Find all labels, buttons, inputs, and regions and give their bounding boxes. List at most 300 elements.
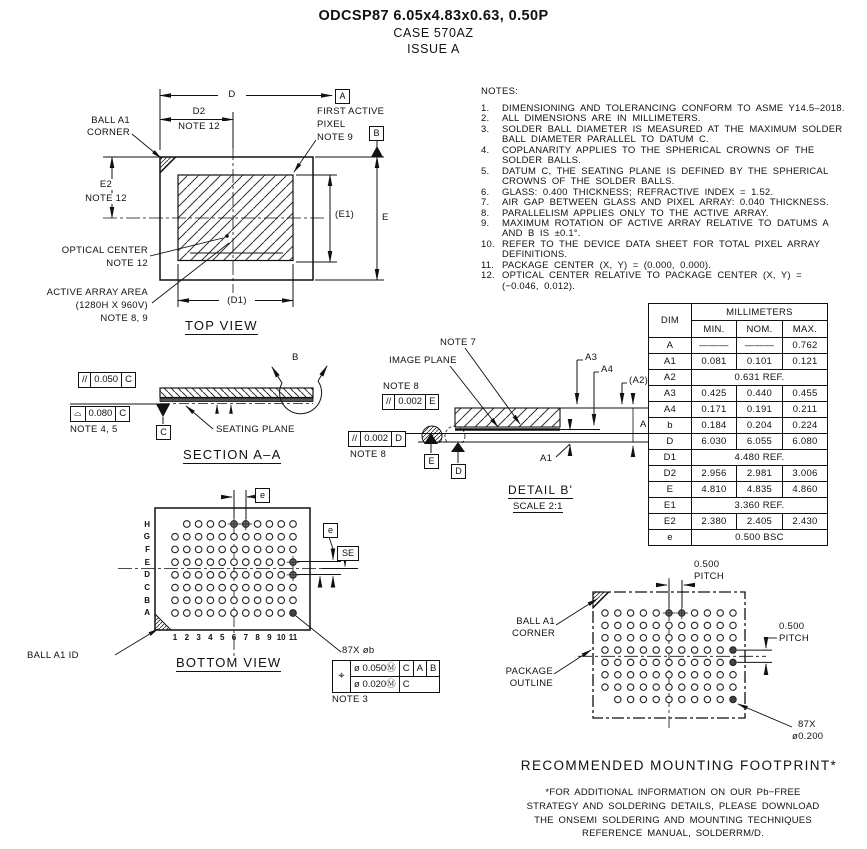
pitch-right-word: PITCH xyxy=(779,633,809,644)
solder-ball xyxy=(640,635,646,641)
col-header-min: MIN. xyxy=(692,321,737,338)
solder-ball xyxy=(278,597,285,604)
solder-ball xyxy=(704,647,710,653)
solder-ball xyxy=(254,521,261,528)
table-row: A ——— ——— 0.762 xyxy=(649,338,828,354)
grid-label: 7 xyxy=(243,633,249,642)
solder-ball xyxy=(254,610,261,617)
solder-ball xyxy=(602,684,608,690)
solder-ball xyxy=(231,546,238,553)
solder-ball xyxy=(266,533,273,540)
grid-label: 6 xyxy=(231,633,237,642)
dim-a: A xyxy=(640,419,647,430)
note7-label: NOTE 7 xyxy=(440,337,477,348)
position-fcf xyxy=(332,660,440,693)
note-line: 2. ALL DIMENSIONS ARE IN MILLIMETERS. xyxy=(481,113,701,125)
dim-e: E xyxy=(382,212,389,223)
solder-ball xyxy=(207,584,214,591)
solder-ball xyxy=(219,533,226,540)
issue: ISSUE A xyxy=(407,42,460,56)
dim-a3: A3 xyxy=(585,352,598,363)
solder-ball xyxy=(219,521,226,528)
grid-label: E xyxy=(144,557,150,567)
solder-ball xyxy=(231,610,238,617)
footnote-line: REFERENCE MANUAL, SOLDERRM/D. xyxy=(582,828,764,840)
col-header-max: MAX. xyxy=(783,321,828,338)
table-row: A4 0.171 0.191 0.211 xyxy=(649,402,828,418)
pitch-right-value: 0.500 xyxy=(779,621,805,632)
datum-d-flag: D xyxy=(451,464,466,479)
solder-ball xyxy=(602,635,608,641)
datum-b-flag: B xyxy=(369,126,384,141)
solder-ball xyxy=(219,572,226,579)
grid-label: 10 xyxy=(276,633,286,642)
solder-ball xyxy=(640,610,646,616)
solder-ball xyxy=(278,546,285,553)
solder-ball xyxy=(184,572,191,579)
table-row: E 4.810 4.835 4.860 xyxy=(649,482,828,498)
parallelism-symbol: // xyxy=(82,374,88,385)
solder-ball xyxy=(243,559,250,566)
detail-b-title: DETAIL B' xyxy=(508,483,574,497)
title-block xyxy=(0,8,867,56)
solder-ball xyxy=(195,521,202,528)
solder-ball xyxy=(231,559,238,566)
solder-ball xyxy=(615,622,621,628)
solder-ball xyxy=(172,533,179,540)
solder-ball xyxy=(627,635,633,641)
solder-ball xyxy=(207,521,214,528)
solder-ball xyxy=(615,647,621,653)
solder-ball xyxy=(615,610,621,616)
rotation-b-label: B xyxy=(292,352,299,363)
solder-ball xyxy=(290,546,297,553)
solder-ball xyxy=(640,696,646,702)
solder-ball xyxy=(704,659,710,665)
solder-ball xyxy=(627,659,633,665)
solder-ball xyxy=(627,647,633,653)
solder-ball xyxy=(730,610,736,616)
solder-ball xyxy=(278,572,285,579)
grid-label: 8 xyxy=(255,633,260,642)
solder-ball xyxy=(184,546,191,553)
col-header-dim: DIM xyxy=(649,304,692,338)
solder-ball xyxy=(666,659,672,665)
grid-label: 4 xyxy=(208,633,213,642)
active-array-label2: (1280H X 960V) xyxy=(75,300,148,311)
solder-ball xyxy=(254,533,261,540)
solder-ball xyxy=(640,622,646,628)
solder-ball xyxy=(640,659,646,665)
grid-label: D xyxy=(144,570,150,580)
dim-d2: D2 xyxy=(184,106,214,117)
datum-c-flag: C xyxy=(156,425,171,440)
top-view-title: TOP VIEW xyxy=(185,318,258,333)
solder-ball xyxy=(679,672,685,678)
position-symbol: ⌖ xyxy=(338,670,345,682)
pitch-top-word: PITCH xyxy=(694,571,724,582)
solder-ball xyxy=(266,597,273,604)
solder-ball xyxy=(640,672,646,678)
solder-ball xyxy=(653,684,659,690)
solder-ball xyxy=(602,672,608,678)
col-header-unit: MILLIMETERS xyxy=(692,304,828,321)
solder-ball xyxy=(615,696,621,702)
solder-ball xyxy=(615,672,621,678)
ball-a1-corner-label: BALL A1 xyxy=(91,115,130,126)
dim-d: D xyxy=(218,89,246,100)
solder-ball xyxy=(207,559,214,566)
solder-ball xyxy=(231,572,238,579)
ball-a1-corner-label2: CORNER xyxy=(87,127,130,138)
solder-ball xyxy=(615,635,621,641)
solder-ball xyxy=(195,559,202,566)
fp-qty-label: 87X xyxy=(798,719,816,730)
solder-ball xyxy=(704,610,710,616)
solder-ball xyxy=(254,559,261,566)
package-outline-label: PACKAGE xyxy=(505,666,553,677)
footprint-title: RECOMMENDED MOUNTING FOOTPRINT* xyxy=(520,758,838,773)
bottom-view-title: BOTTOM VIEW xyxy=(176,655,282,670)
note-line: 3. SOLDER BALL DIAMETER IS MEASURED AT THE MAXIMUM SOLDER xyxy=(481,123,843,135)
solder-ball xyxy=(691,610,697,616)
solder-ball xyxy=(730,647,736,653)
solder-ball xyxy=(679,622,685,628)
solder-ball xyxy=(679,659,685,665)
solder-ball xyxy=(195,546,202,553)
solder-ball xyxy=(717,684,723,690)
solder-ball xyxy=(207,597,214,604)
solder-ball xyxy=(640,647,646,653)
position-fcf-row2: ø 0.020Ⓜ C xyxy=(351,676,439,692)
coplanarity-symbol: ⌓ xyxy=(74,408,82,419)
note-line: 10. REFER TO THE DEVICE DATA SHEET FOR TOTAL PIXEL ARRAY xyxy=(481,238,821,250)
solder-ball xyxy=(615,659,621,665)
grid-label: 2 xyxy=(184,633,190,642)
solder-ball xyxy=(653,610,659,616)
grid-label: 5 xyxy=(219,633,225,642)
fp-dia-label: ø0.200 xyxy=(792,731,824,742)
grid-label: 1 xyxy=(172,633,178,642)
solder-ball xyxy=(278,533,285,540)
datum-e-flag: E xyxy=(424,454,439,469)
solder-ball xyxy=(653,696,659,702)
solder-ball xyxy=(717,696,723,702)
solder-ball xyxy=(666,684,672,690)
solder-ball xyxy=(666,622,672,628)
solder-ball xyxy=(254,597,261,604)
solder-ball xyxy=(219,584,226,591)
grid-label: 3 xyxy=(196,633,201,642)
grid-label: B xyxy=(144,595,150,605)
solder-ball xyxy=(219,610,226,617)
solder-ball xyxy=(653,635,659,641)
ball-note-label: NOTE 3 xyxy=(332,694,369,705)
solder-ball xyxy=(666,696,672,702)
footnote-line: STRATEGY AND SOLDERING DETAILS, PLEASE DOWNLOAD xyxy=(526,800,820,812)
solder-ball xyxy=(666,635,672,641)
solder-ball xyxy=(184,584,191,591)
coplanarity-fcf: ⌓ 0.080 C xyxy=(70,406,130,422)
solder-ball xyxy=(184,559,191,566)
solder-ball xyxy=(602,610,608,616)
solder-ball xyxy=(627,696,633,702)
part-number: ODCSP87 6.05x4.83x0.63, 0.50P xyxy=(318,8,549,24)
table-row: E1 3.360 REF. xyxy=(649,498,828,514)
solder-ball xyxy=(653,672,659,678)
solder-ball xyxy=(666,672,672,678)
solder-ball xyxy=(691,672,697,678)
ball-a1-id-label: BALL A1 ID xyxy=(27,650,79,661)
note-line: (−0.046, 0.012). xyxy=(502,280,576,292)
solder-ball xyxy=(243,597,250,604)
note-line: 6. GLASS: 0.400 THICKNESS; REFRACTIVE INDEX = 1.52. xyxy=(481,186,774,198)
optical-center-label2: NOTE 12 xyxy=(106,258,148,269)
grid-label: A xyxy=(144,608,150,618)
solder-ball xyxy=(172,559,179,566)
grid-label: 9 xyxy=(267,633,272,642)
first-active-pixel-label2: PIXEL xyxy=(317,119,346,130)
solder-ball xyxy=(717,622,723,628)
solder-ball xyxy=(730,696,736,702)
solder-ball xyxy=(653,647,659,653)
solder-ball xyxy=(278,584,285,591)
footnote-line: THE ONSEMI SOLDERING AND MOUNTING TECHNIQUES xyxy=(534,814,812,826)
solder-ball xyxy=(717,635,723,641)
solder-ball xyxy=(195,533,202,540)
note-line: 9. MAXIMUM ROTATION OF ACTIVE ARRAY RELATIVE TO DATUMS A xyxy=(481,217,829,229)
bottom-view-ball-grid xyxy=(172,518,300,617)
solder-ball xyxy=(290,533,297,540)
solder-ball xyxy=(266,546,273,553)
note-line: 11. PACKAGE CENTER (X, Y) = (0.000, 0.000). xyxy=(481,259,712,271)
note-line: 1. DIMENSIONING AND TOLERANCING CONFORM TO ASME Y14.5–2018. xyxy=(481,103,845,114)
table-row: e 0.500 BSC xyxy=(649,530,828,546)
solder-ball xyxy=(730,635,736,641)
active-array-label3: NOTE 8, 9 xyxy=(100,313,148,324)
note-line: 12. OPTICAL CENTER RELATIVE TO PACKAGE CENTER (X, Y) = xyxy=(481,270,802,282)
parallelism-d-fcf: // 0.002 D xyxy=(348,431,406,447)
solder-ball xyxy=(172,572,179,579)
grid-label: H xyxy=(144,519,150,529)
grid-label: F xyxy=(145,544,150,554)
datum-a-flag: A xyxy=(335,89,350,104)
dim-e1: (E1) xyxy=(335,209,355,220)
solder-ball xyxy=(679,647,685,653)
solder-ball xyxy=(290,521,297,528)
parallelism-symbol: // xyxy=(352,433,358,444)
pitch-e-box-right: e xyxy=(323,523,338,538)
solder-ball xyxy=(679,684,685,690)
solder-ball xyxy=(730,659,736,665)
case-number: CASE 570AZ xyxy=(393,26,474,40)
solder-ball xyxy=(627,610,633,616)
solder-ball xyxy=(231,584,238,591)
solder-ball xyxy=(243,572,250,579)
fp-ball-a1-label: BALL A1 xyxy=(516,616,555,627)
image-plane-label: IMAGE PLANE xyxy=(389,355,457,366)
solder-ball xyxy=(691,659,697,665)
solder-ball xyxy=(231,597,238,604)
notes-rows xyxy=(481,104,867,292)
note-line: CROWNS OF THE SOLDER BALLS. xyxy=(502,176,675,188)
table-row: b 0.184 0.204 0.224 xyxy=(649,418,828,434)
solder-ball xyxy=(704,696,710,702)
solder-ball xyxy=(243,546,250,553)
solder-ball xyxy=(207,572,214,579)
note8-top-label: NOTE 8 xyxy=(383,381,420,392)
note-line: 7. AIR GAP BETWEEN GLASS AND PIXEL ARRAY: 0.040 THICKNESS. xyxy=(481,197,829,209)
solder-ball xyxy=(207,533,214,540)
solder-ball xyxy=(666,647,672,653)
solder-ball xyxy=(266,584,273,591)
solder-ball xyxy=(653,622,659,628)
solder-ball xyxy=(254,572,261,579)
table-row: D2 2.956 2.981 3.006 xyxy=(649,466,828,482)
ball-qty-label: 87X øb xyxy=(342,645,375,656)
table-row: A2 0.631 REF. xyxy=(649,370,828,386)
solder-ball xyxy=(679,696,685,702)
package-outline-label2: OUTLINE xyxy=(509,678,553,689)
dim-e2: E2 xyxy=(92,179,120,190)
coplanarity-note: NOTE 4, 5 xyxy=(70,424,118,435)
solder-ball xyxy=(691,684,697,690)
solder-ball xyxy=(691,696,697,702)
first-active-pixel-label3: NOTE 9 xyxy=(317,132,354,143)
note8-bottom-label: NOTE 8 xyxy=(350,449,387,460)
table-row: A3 0.425 0.440 0.455 xyxy=(649,386,828,402)
solder-ball xyxy=(602,659,608,665)
dim-d2-note: NOTE 12 xyxy=(172,121,226,132)
solder-ball xyxy=(704,635,710,641)
solder-ball xyxy=(172,546,179,553)
solder-ball xyxy=(195,572,202,579)
notes-heading: NOTES: xyxy=(481,86,519,97)
solder-ball xyxy=(691,635,697,641)
note-line: DEFINITIONS. xyxy=(502,249,568,261)
solder-ball xyxy=(243,584,250,591)
table-row: D 6.030 6.055 6.080 xyxy=(649,434,828,450)
solder-ball xyxy=(278,521,285,528)
solder-ball xyxy=(704,622,710,628)
solder-ball xyxy=(195,597,202,604)
solder-ball xyxy=(195,584,202,591)
solder-ball xyxy=(184,597,191,604)
note-line: AND B IS ±0.1°. xyxy=(502,228,581,240)
dim-d1: (D1) xyxy=(219,295,255,306)
grid-label: G xyxy=(143,532,150,542)
parallelism-symbol: // xyxy=(386,396,392,407)
col-header-nom: NOM. xyxy=(737,321,783,338)
grid-label: 11 xyxy=(288,633,298,642)
solder-ball xyxy=(184,521,191,528)
solder-ball xyxy=(278,610,285,617)
solder-ball xyxy=(195,610,202,617)
solder-ball xyxy=(290,597,297,604)
solder-ball xyxy=(266,559,273,566)
solder-ball xyxy=(172,584,179,591)
section-aa-title: SECTION A–A xyxy=(183,447,282,462)
table-row: A1 0.081 0.101 0.121 xyxy=(649,354,828,370)
solder-ball xyxy=(254,546,261,553)
dim-a4: A4 xyxy=(601,364,614,375)
position-fcf-row1: ø 0.050Ⓜ C A B xyxy=(351,661,439,676)
footnote xyxy=(478,786,867,841)
solder-ball xyxy=(184,610,191,617)
dimension-table xyxy=(648,303,828,546)
pitch-e-box-top: e xyxy=(255,488,270,503)
optical-center-label: OPTICAL CENTER xyxy=(61,245,148,256)
solder-ball xyxy=(207,546,214,553)
solder-ball xyxy=(704,672,710,678)
solder-ball xyxy=(717,610,723,616)
seating-plane-label: SEATING PLANE xyxy=(216,424,295,435)
solder-ball xyxy=(627,672,633,678)
solder-ball xyxy=(627,622,633,628)
solder-ball xyxy=(730,622,736,628)
solder-ball xyxy=(640,684,646,690)
se-box: SE xyxy=(337,546,359,561)
solder-ball xyxy=(691,647,697,653)
solder-ball xyxy=(231,533,238,540)
notes-list xyxy=(481,86,867,292)
solder-ball xyxy=(730,684,736,690)
solder-ball xyxy=(219,597,226,604)
fp-ball-a1-label2: CORNER xyxy=(512,628,555,639)
solder-ball xyxy=(184,533,191,540)
solder-ball xyxy=(219,559,226,566)
dim-a1: A1 xyxy=(540,453,553,464)
solder-ball xyxy=(290,584,297,591)
detail-b-scale: SCALE 2:1 xyxy=(513,501,563,512)
footprint-linework xyxy=(554,578,792,728)
note-line: 5. DATUM C, THE SEATING PLANE IS DEFINED BY THE SPHERICAL xyxy=(481,165,829,177)
note-line: BALL DIAMETER PARALLEL TO DATUM C. xyxy=(502,134,709,146)
note-line: 8. PARALLELISM APPLIES ONLY TO THE ACTIVE ARRAY. xyxy=(481,207,769,219)
solder-ball xyxy=(679,635,685,641)
footnote-line: *FOR ADDITIONAL INFORMATION ON OUR Pb−FREE xyxy=(545,787,801,798)
dim-e2-note: NOTE 12 xyxy=(79,193,133,204)
solder-ball xyxy=(278,559,285,566)
solder-ball xyxy=(730,672,736,678)
solder-ball xyxy=(219,546,226,553)
first-active-pixel-label: FIRST ACTIVE xyxy=(317,106,385,117)
table-row: E2 2.380 2.405 2.430 xyxy=(649,514,828,530)
table-row: D1 4.480 REF. xyxy=(649,450,828,466)
note-line: 4. COPLANARITY APPLIES TO THE SPHERICAL CROWNS OF THE xyxy=(481,144,815,156)
solder-ball xyxy=(704,684,710,690)
note-line: SOLDER BALLS. xyxy=(502,155,582,167)
solder-ball xyxy=(207,610,214,617)
solder-ball xyxy=(290,610,297,617)
solder-ball xyxy=(627,684,633,690)
active-array-label: ACTIVE ARRAY AREA xyxy=(46,287,148,298)
solder-ball xyxy=(266,610,273,617)
parallelism-e-fcf: // 0.002 E xyxy=(382,394,439,410)
solder-ball xyxy=(717,672,723,678)
solder-ball xyxy=(254,584,261,591)
solder-ball xyxy=(266,521,273,528)
solder-ball xyxy=(266,572,273,579)
solder-ball xyxy=(172,597,179,604)
solder-ball xyxy=(615,684,621,690)
solder-ball xyxy=(653,659,659,665)
pitch-top-value: 0.500 xyxy=(694,559,720,570)
solder-ball xyxy=(717,659,723,665)
solder-ball xyxy=(602,622,608,628)
dim-a2: (A2) xyxy=(629,375,649,386)
solder-ball xyxy=(602,647,608,653)
